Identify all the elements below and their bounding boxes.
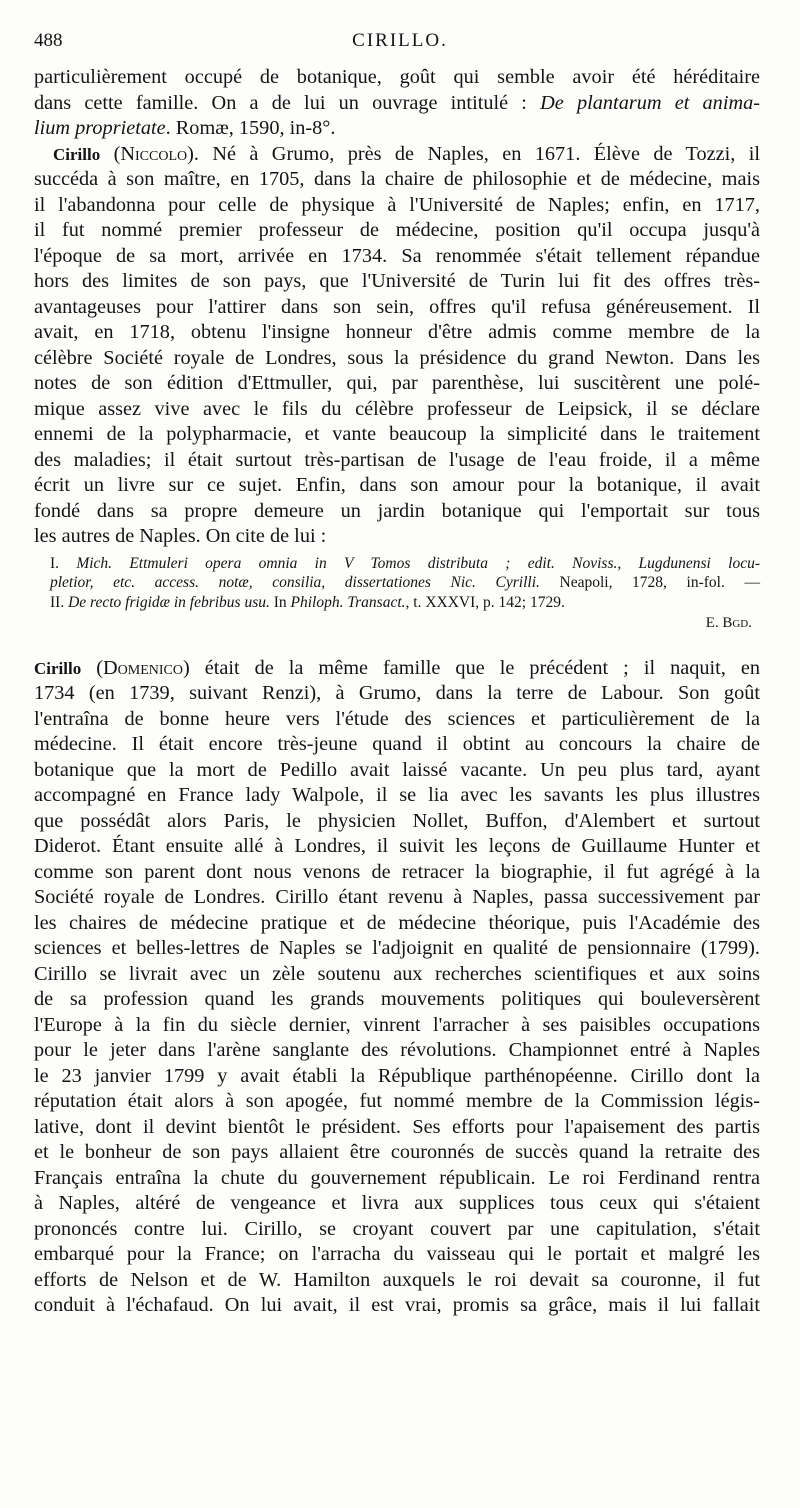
text-segment: . Romæ, 1590, in-8°.: [165, 117, 336, 139]
text-line: Société royale de Londres. Cirillo étant revenu à Naples, passa successivement par: [34, 886, 760, 908]
biblio-line: [50, 593, 760, 613]
text-line: Cirillo se livrait avec un zèle soutenu aux recherches scientifiques et aux soins: [34, 962, 760, 985]
work-title-cont: lium proprietate: [34, 117, 166, 139]
text-line: avantageuses pour l'attirer dans son sein, offres qu'il refusa généreusement. Il: [34, 295, 760, 318]
entry-domenico: [34, 656, 760, 1319]
text-segment: dans cette famille. On a de lui un ouvrage intitulé :: [34, 91, 541, 114]
text-line: il l'abandonna pour celle de physique à l'Université de Naples; enfin, en 1717,: [34, 193, 760, 216]
biblio-title: De recto frigidæ in febribus usu.: [68, 593, 270, 611]
text-line: de sa profession quand les grands mouvements politiques qui bouleversèrent: [34, 988, 760, 1010]
biblio-imprint: Neapoli, 1728, in-fol. —: [539, 574, 760, 591]
text-line: conduit à l'échafaud. On lui avait, il est vrai, promis sa grâce, mais il lui fallait: [34, 1294, 760, 1316]
text-line: botanique que la mort de Pedillo avait laissé vacante. Un peu plus tard, ayant: [34, 758, 760, 781]
page-body: [34, 65, 760, 1319]
biblio-line: [50, 573, 760, 593]
entry-given-name: (Domenico): [96, 656, 190, 679]
text-line: les autres de Naples. On cite de lui :: [34, 525, 327, 547]
text-line: lative, dont il devint bientôt le président. Ses efforts pour l'apaisement des partis: [34, 1115, 760, 1138]
page-header: [34, 30, 766, 60]
text-line: des maladies; il était surtout très-partisan de l'usage de l'eau froide, il a même: [34, 448, 760, 471]
text-line: [34, 142, 760, 168]
text-line: à Naples, altéré de vengeance et livra aux supplices tous ceux qui s'étaient: [34, 1192, 760, 1214]
text-line: l'Europe à la fin du siècle dernier, vinrent l'arracher à ses paisibles occupations: [34, 1013, 760, 1036]
work-title: De plantarum et anima-: [540, 91, 760, 114]
entry-name: Cirillo: [53, 144, 101, 164]
text-line: [34, 116, 760, 142]
author-signature: E. Bgd.: [705, 615, 752, 631]
text-line: pour le jeter dans l'arène sanglante des révolutions. Championnet entré à Naples: [34, 1039, 760, 1061]
text-line: il fut nommé premier professeur de médecine, position qu'il occupa jusqu'à: [34, 219, 760, 241]
biblio-journal: Philoph. Transact.: [290, 593, 406, 611]
text-line: réputation était alors à son apogée, fut nommé membre de la Commission légis-: [34, 1090, 760, 1112]
biblio-imprint: , t. XXXVI, p. 142; 1729.: [405, 593, 565, 611]
text-line: Diderot. Étant ensuite allé à Londres, il suivit les leçons de Guillaume Hunter et: [34, 835, 760, 857]
text-line: célèbre Société royale de Londres, sous la présidence du grand Newton. Dans les: [34, 346, 760, 369]
text-line: embarqué pour la France; on l'arracha du vaisseau qui le portait et malgré les: [34, 1243, 760, 1265]
text-line: et le bonheur de son pays allaient être couronnés de succès quand la retraite des: [34, 1141, 760, 1163]
biblio-number: II.: [50, 593, 69, 611]
text-line: [34, 656, 760, 682]
text-line: Français entraîna la chute du gouvernement républicain. Le roi Ferdinand rentra: [34, 1166, 760, 1189]
text-line: le 23 janvier 1799 y avait établi la République parthénopéenne. Cirillo dont la: [34, 1064, 760, 1087]
text-line: que possédât alors Paris, le physicien Nollet, Buffon, d'Alembert et surtout: [34, 809, 760, 832]
biblio-line: [50, 554, 760, 574]
text-line: notes de son édition d'Ettmuller, qui, par parenthèse, lui suscitèrent une polé-: [34, 372, 760, 394]
text-line: l'entraîna de bonne heure vers l'étude des sciences et particulièrement de la: [34, 707, 760, 730]
paragraph-continuation: [34, 65, 760, 142]
text-line: 1734 (en 1739, suivant Renzi), à Grumo, dans la terre de Labour. Son goût: [34, 682, 760, 704]
text-line: l'époque de sa mort, arrivée en 1734. Sa renommée s'était tellement répandue: [34, 244, 760, 267]
text-segment: Né à Grumo, près de Naples, en 1671. Élève de Tozzi, il: [198, 142, 760, 165]
text-line: [34, 91, 760, 117]
text-line: hors des limites de son pays, que l'Université de Turin lui fit des offres très-: [34, 270, 760, 292]
biblio-title-cont: pletior, etc. access. notæ, consilia, dissertationes Nic. Cyrilli.: [50, 574, 540, 591]
page-number: 488: [34, 30, 63, 51]
text-line: ennemi de la polypharmacie, et vante beaucoup la simplicité dans le traitement: [34, 423, 760, 445]
text-line: succéda à son maître, en 1705, dans la chaire de philosophie et de médecine, mais: [34, 168, 760, 190]
text-line: prononcés contre lui. Cirillo, se croyant couvert par une capitulation, s'était: [34, 1217, 760, 1240]
entry-name: Cirillo: [34, 658, 82, 678]
text-line: comme son parent dont nous venons de retracer la biographie, il fut agrégé à la: [34, 860, 760, 883]
entry-given-name: (Niccolo).: [113, 142, 199, 165]
biblio-number: I.: [50, 554, 77, 572]
text-line: particulièrement occupé de botanique, goût qui semble avoir été héréditaire: [34, 66, 760, 88]
text-line: avait, en 1718, obtenu l'insigne honneur d'être admis comme membre de la: [34, 321, 760, 343]
text-line: les chaires de médecine pratique et de médecine théorique, puis l'Académie des: [34, 911, 760, 934]
text-line: fondé dans sa propre demeure un jardin botanique qui l'emportait sur tous: [34, 499, 760, 522]
text-line: efforts de Nelson et de W. Hamilton auxquels le roi devait sa couronne, il fut: [34, 1268, 760, 1291]
text-line: accompagné en France lady Walpole, il se lia avec les savants les plus illustres: [34, 784, 760, 806]
text-line: sciences et belles-lettres de Naples se l'adjoignit en qualité de pensionnaire (1799).: [34, 937, 760, 959]
biblio-title: Mich. Ettmuleri opera omnia in V Tomos distributa ; edit. Noviss., Lugdunensi locu-: [76, 554, 760, 572]
biblio-text: In: [269, 593, 291, 611]
text-line: médecine. Il était encore très-jeune quand il obtint au concours la chaire de: [34, 733, 760, 755]
running-title: CIRILLO.: [352, 30, 448, 51]
text-line: mique assez vive avec le fils du célèbre professeur de Leipsick, il se déclare: [34, 397, 760, 420]
bibliography: [34, 554, 760, 634]
entry-niccolo: [34, 142, 760, 550]
text-line: écrit un livre sur ce sujet. Enfin, dans son amour pour la botanique, il avait: [34, 474, 760, 496]
text-segment: était de la même famille que le précédent ; il naquit, en: [189, 656, 760, 679]
entry-separator: [34, 634, 760, 656]
